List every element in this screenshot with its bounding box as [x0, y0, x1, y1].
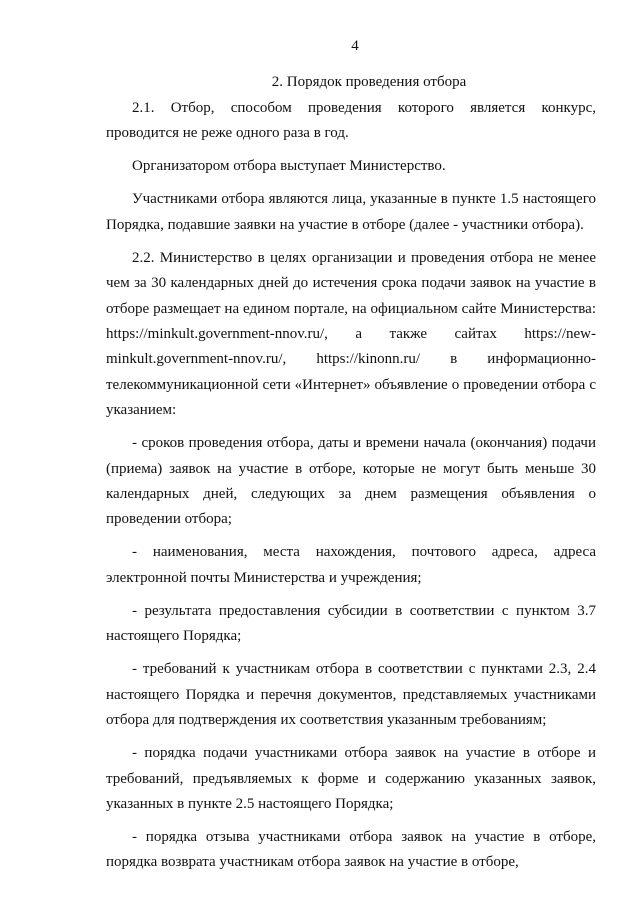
paragraph-2-2: 2.2. Министерство в целях организации и проведения отбора не менее чем за 30 календарных дней до истечения срока подачи заявок на участие в отборе размещает на едином портале, на официальном сайте Министерства: https://minkult.government-nnov.ru/, а также сайтах https://new-minkult.government-nnov.ru/, https://kinonn.ru/ в информационно-телекоммуникационной сети «Интернет» объявление о проведении отбора с указанием:: [106, 249, 596, 419]
paragraph-organizer: Организатором отбора выступает Министерство.: [132, 158, 446, 175]
list-item-requirements: - требований к участникам отбора в соответствии с пунктами 2.3, 2.4 настоящего Порядка и перечня документов, представляемых участниками отбора для подтверждения их соответствия указанным требованиям;: [106, 661, 596, 729]
page-number: 4: [351, 38, 359, 54]
paragraph-participants: Участниками отбора являются лица, указанные в пункте 1.5 настоящего Порядка, подавшие заявки на участие в отборе (далее - участники отбора).: [106, 191, 596, 233]
list-item-result: - результата предоставления субсидии в соответствии с пунктом 3.7 настоящего Порядка;: [106, 602, 596, 645]
list-item-contacts: - наименования, места нахождения, почтового адреса, адреса электронной почты Министерства и учреждения;: [106, 544, 596, 586]
list-item-deadlines: - сроков проведения отбора, даты и времени начала (окончания) подачи (приема) заявок на участие в отборе, которые не могут быть меньше 30 календарных дней, следующих за днем размещения объявления о проведении отбора;: [106, 435, 596, 528]
paragraph-2-1: 2.1. Отбор, способом проведения которого является конкурс, проводится не реже одного раза в год.: [106, 100, 596, 142]
list-item-withdrawal: - порядка отзыва участниками отбора заявок на участие в отборе, порядка возврата участникам отбора заявок на участие в отборе,: [106, 828, 596, 871]
list-item-submission: - порядка подачи участниками отбора заявок на участие в отборе и требований, предъявляемых к форме и содержанию указанных заявок, указанных в пункте 2.5 настоящего Порядка;: [106, 745, 596, 812]
section-heading: 2. Порядок проведения отбора: [271, 74, 467, 90]
